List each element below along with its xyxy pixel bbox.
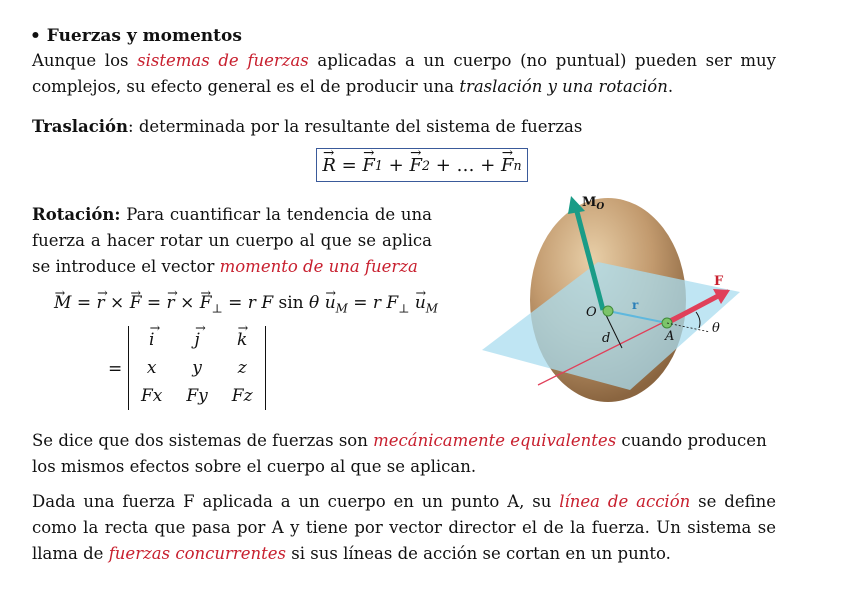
momento-link[interactable]: momento de una fuerza xyxy=(219,257,418,276)
det-cell: Fy xyxy=(186,386,208,406)
rotacion-label: Rotación: xyxy=(32,205,121,224)
equiv-text-1: Se dice que dos sistemas de fuerzas son xyxy=(32,431,374,450)
sistemas-de-fuerzas-link[interactable]: sistemas de fuerzas xyxy=(137,51,309,70)
distance-label: d xyxy=(602,331,611,346)
resultant-formula-box: → R = → F 1 + → F 2 + … + → F n xyxy=(316,148,528,182)
origin-point xyxy=(603,306,613,316)
moment-diagram xyxy=(478,190,768,410)
traslacion-label: Traslación xyxy=(32,117,129,136)
intro-text-1: Aunque los xyxy=(32,51,138,70)
point-a-label: A xyxy=(665,329,675,344)
det-cell: → k xyxy=(220,326,265,354)
det-cell: → i xyxy=(129,326,175,354)
traslacion-paragraph xyxy=(32,114,582,140)
equivalentes-paragraph xyxy=(32,428,776,480)
det-cell: x xyxy=(146,358,157,378)
traslacion-text: : determinada por la resultante del sistema de fuerzas xyxy=(128,117,583,136)
intro-emphasis: traslación y una rotación xyxy=(459,77,668,96)
origin-label: O xyxy=(586,305,597,320)
intro-paragraph xyxy=(32,48,776,100)
determinant: = → i → j → k x y z Fx Fy Fz xyxy=(108,326,266,410)
linea-de-accion-link[interactable]: línea de acción xyxy=(559,492,691,511)
equiv-text-2: cuando producen los mismos efectos sobre el cuerpo al que se aplican. xyxy=(32,431,767,476)
intro-text-3: . xyxy=(667,77,674,96)
det-cell: z xyxy=(237,358,247,378)
determinant-matrix xyxy=(128,326,266,410)
equivalentes-link[interactable]: mecánicamente equivalentes xyxy=(373,431,617,450)
det-cell: → j xyxy=(174,326,219,354)
angle-label: θ xyxy=(712,321,720,336)
radius-label: r xyxy=(632,298,639,312)
intro-text-2: aplicadas a un cuerpo (no puntual) pueden ser muy complejos, su efecto general es el de producir una xyxy=(32,51,776,96)
moment-label: $M_O$ xyxy=(582,195,605,212)
linea-text-2: se define como la recta que pasa por A y tiene por vector director el de la fuerza. Un sistema se llama de xyxy=(32,492,777,563)
linea-paragraph xyxy=(32,489,776,567)
title-text: Fuerzas y momentos xyxy=(46,26,242,46)
det-cell: Fz xyxy=(231,386,253,406)
det-cell: y xyxy=(192,358,202,378)
rotacion-text: Para cuantificar la tendencia de una fuerza a hacer rotar un cuerpo al que se aplica se introduce el vector xyxy=(32,205,432,276)
force-label: F xyxy=(714,274,724,289)
fuerzas-concurrentes-link[interactable]: fuerzas concurrentes xyxy=(108,544,287,563)
moment-formula: → M = → r × → F = → r × → $F_\perp = r$ F $\sin \theta \to u_M = r$ $F_\perp \to u_M$ xyxy=(54,290,438,321)
section-title: • Fuerzas y momentos xyxy=(30,26,242,46)
rotacion-paragraph xyxy=(32,202,432,280)
linea-text-1: Dada una fuerza F aplicada a un cuerpo en un punto A, su xyxy=(32,492,560,511)
linea-text-3: si sus líneas de acción se cortan en un punto. xyxy=(286,544,671,563)
det-cell: Fx xyxy=(141,386,163,406)
